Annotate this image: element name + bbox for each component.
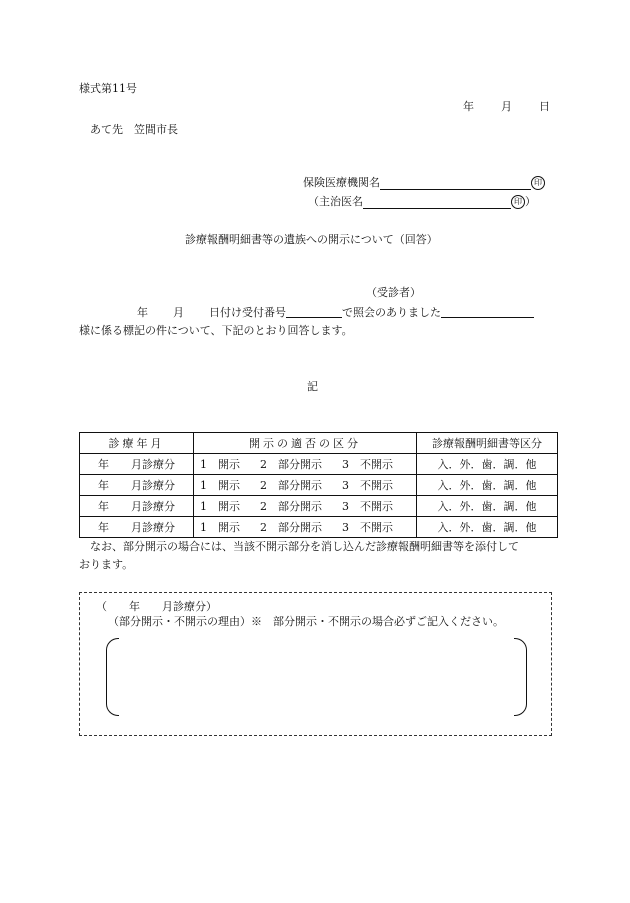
row-kinds[interactable]: 入．外．歯．調．他 [417,517,558,538]
row-kinds[interactable]: 入．外．歯．調．他 [417,496,558,517]
table-row [80,517,558,538]
header-kinds: 診療報酬明細書等区分 [417,433,558,454]
reason-period: （ 年 月診療分） [96,600,217,613]
reason-bracket-right [514,638,527,716]
header-period: 診療年月 [80,433,194,454]
reason-bracket-left [106,638,119,716]
seal-mark-1: 印 [531,176,545,190]
row-decision [194,496,417,517]
doctor-close: ） [525,195,536,208]
doctor-label: （主治医名 [308,195,363,208]
note-line-1: なお、部分開示の場合には、当該不開示部分を消し込んだ診療報酬明細書等を添付して [90,540,519,553]
table-row [80,475,558,496]
option-partial[interactable]: 2 部分開示 [260,521,322,534]
disclosure-table [79,432,558,538]
patient-label: （受診者） [366,286,421,299]
row-period: 年 月診療分 [80,454,194,475]
option-disclose[interactable]: 1 開示 [200,500,240,513]
date-month: 月 [501,100,512,113]
table-header [80,433,558,454]
body-line-1 [137,306,534,318]
institution-label: 保険医療機関名 [303,176,380,189]
doctor-line [308,195,536,209]
row-decision [194,475,417,496]
option-nondisclose[interactable]: 3 不開示 [342,458,393,471]
body-month: 月 [173,306,184,319]
table-row [80,454,558,475]
note-line-2: おります。 [79,558,134,571]
form-number: 様式第11号 [79,82,137,95]
option-disclose[interactable]: 1 開示 [200,521,240,534]
document-title: 診療報酬明細書等の遺族への開示について（回答） [185,233,438,246]
date-year: 年 [463,100,474,113]
institution-field[interactable] [380,178,531,190]
body-date-text: 日付け受付番号 [209,306,286,319]
option-nondisclose[interactable]: 3 不開示 [342,479,393,492]
row-kinds[interactable]: 入．外．歯．調．他 [417,475,558,496]
receipt-number-field[interactable] [286,306,342,318]
patient-name-field[interactable] [441,306,534,318]
doctor-field[interactable] [363,197,511,209]
seal-mark-2: 印 [511,195,525,209]
row-period: 年 月診療分 [80,475,194,496]
row-decision [194,454,417,475]
row-period: 年 月診療分 [80,517,194,538]
option-nondisclose[interactable]: 3 不開示 [342,521,393,534]
addressee: あて先 笠間市長 [90,123,178,136]
table-row [80,496,558,517]
ki-heading: 記 [307,380,318,393]
row-kinds[interactable]: 入．外．歯．調．他 [417,454,558,475]
row-period: 年 月診療分 [80,496,194,517]
body-line-2: 様に係る標記の件について、下記のとおり回答します。 [79,324,353,337]
option-partial[interactable]: 2 部分開示 [260,500,322,513]
institution-line [303,176,545,190]
option-partial[interactable]: 2 部分開示 [260,458,322,471]
date-day: 日 [539,100,550,113]
row-decision [194,517,417,538]
option-nondisclose[interactable]: 3 不開示 [342,500,393,513]
option-disclose[interactable]: 1 開示 [200,479,240,492]
body-mid-text: で照会のありました [342,306,441,319]
body-year: 年 [137,306,148,319]
header-decision: 開示の適否の区分 [194,433,417,454]
option-partial[interactable]: 2 部分開示 [260,479,322,492]
reason-label: （部分開示・不開示の理由）※ 部分開示・不開示の場合必ずご記入ください。 [108,615,504,628]
reason-input[interactable] [120,642,512,710]
option-disclose[interactable]: 1 開示 [200,458,240,471]
date-line [463,101,550,112]
